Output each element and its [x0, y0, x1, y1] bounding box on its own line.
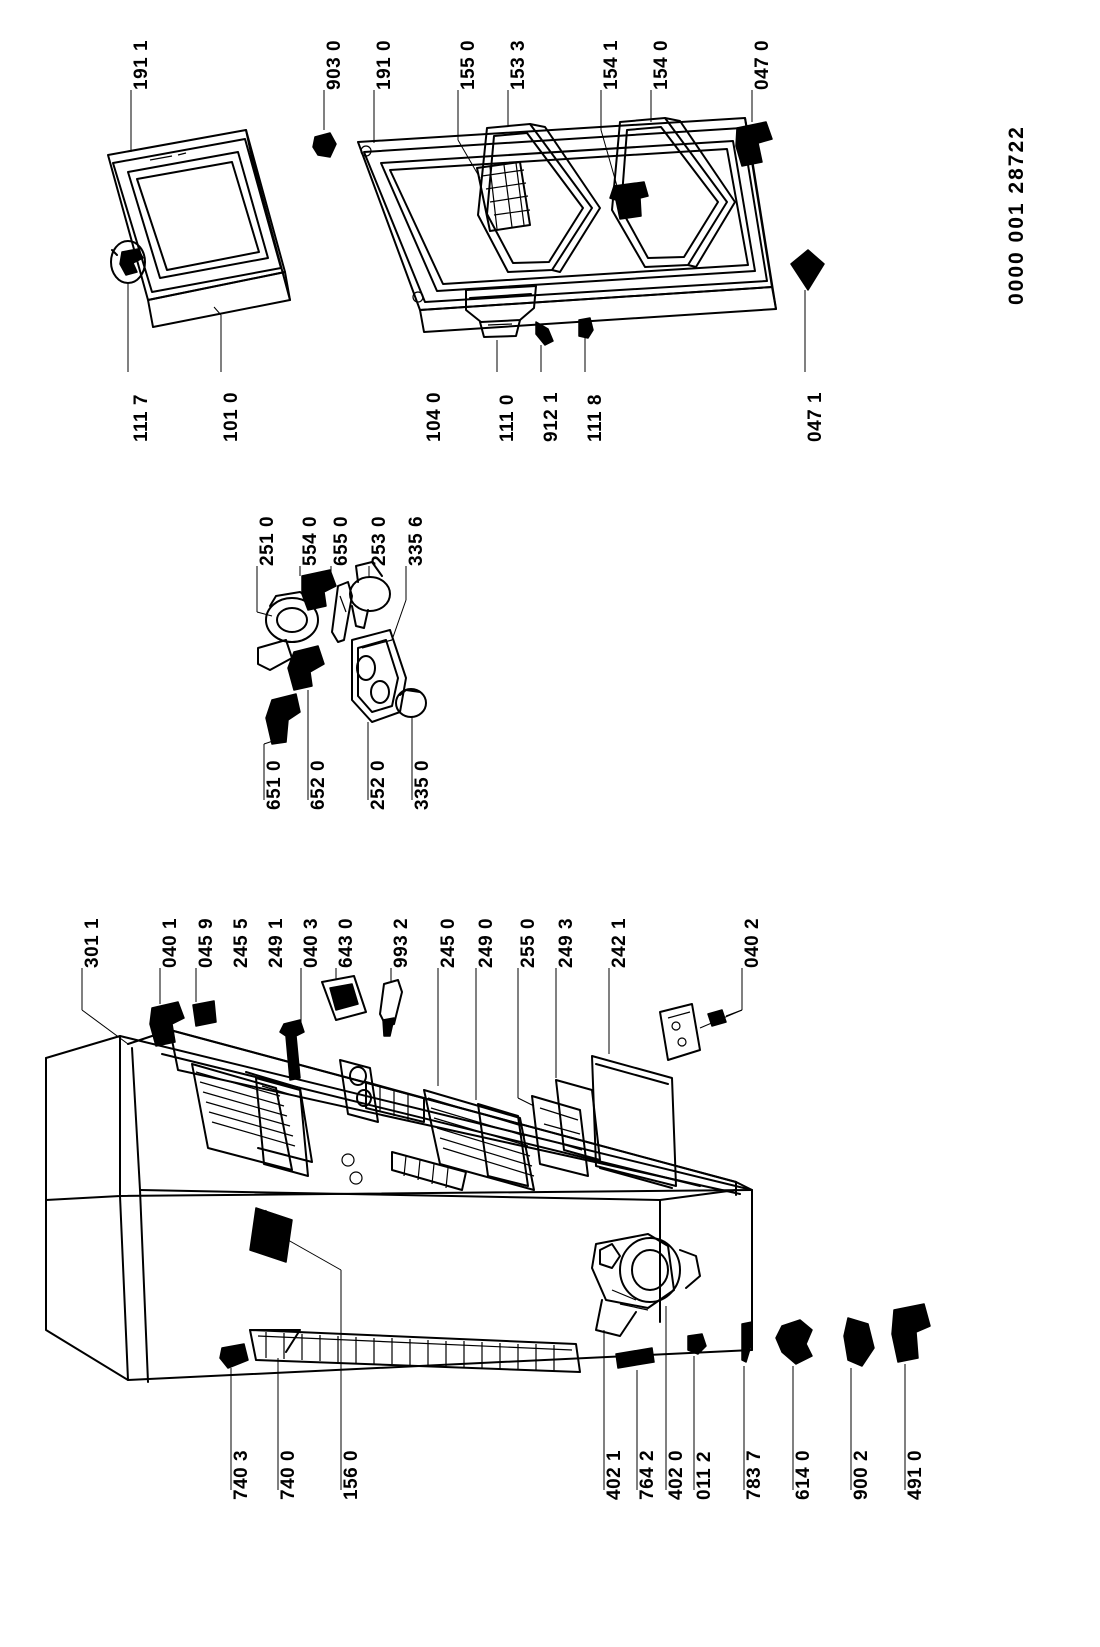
part-label-655-0: 655 0	[331, 515, 352, 566]
part-label-156-0: 156 0	[341, 1449, 362, 1500]
door-base-part	[466, 286, 536, 337]
part-label-554-0: 554 0	[300, 515, 321, 566]
part-label-900-2: 900 2	[851, 1449, 872, 1500]
part-label-402-0: 402 0	[666, 1449, 687, 1500]
part-label-111-7: 111 7	[131, 394, 152, 442]
screw-912-part	[536, 322, 553, 345]
part-label-614-0: 614 0	[793, 1449, 814, 1500]
part-label-242-1: 242 1	[609, 917, 630, 968]
part-label-153-3: 153 3	[508, 39, 529, 90]
part-label-154-0: 154 0	[651, 39, 672, 90]
part-label-491-0: 491 0	[905, 1449, 926, 1500]
part-label-047-0: 047 0	[752, 39, 773, 90]
part-label-912-1: 912 1	[541, 391, 562, 442]
part-label-154-1: 154 1	[601, 39, 622, 90]
part-label-253-0: 253 0	[369, 515, 390, 566]
part-label-245-0: 245 0	[438, 917, 459, 968]
part-label-249-0: 249 0	[476, 917, 497, 968]
door-shelf-right-part	[610, 118, 735, 267]
part-label-155-0: 155 0	[458, 39, 479, 90]
part-label-249-3: 249 3	[556, 917, 577, 968]
part-label-104-0: 104 0	[424, 391, 445, 442]
hinge-047-0-part	[736, 122, 772, 166]
part-label-101-0: 101 0	[221, 391, 242, 442]
cabinet-assembly-art	[46, 968, 930, 1490]
part-label-335-6: 335 6	[406, 515, 427, 566]
part-label-652-0: 652 0	[308, 759, 329, 810]
part-label-993-2: 993 2	[391, 917, 412, 968]
part-label-191-0: 191 0	[374, 39, 395, 90]
part-label-764-2: 764 2	[637, 1449, 658, 1500]
part-label-301-1: 301 1	[82, 917, 103, 968]
part-label-040-3: 040 3	[301, 917, 322, 968]
part-label-740-0: 740 0	[278, 1449, 299, 1500]
part-label-011-2: 011 2	[694, 1451, 715, 1500]
clip-903-part	[313, 133, 336, 157]
part-label-249-1: 249 1	[266, 917, 287, 968]
part-label-111-0: 111 0	[497, 394, 518, 442]
door-handle-part	[111, 241, 145, 283]
document-id: 0000 001 28722	[1005, 125, 1028, 305]
part-label-335-0: 335 0	[412, 759, 433, 810]
part-label-740-3: 740 3	[231, 1449, 252, 1500]
part-label-255-0: 255 0	[518, 917, 539, 968]
part-label-047-1: 047 1	[805, 391, 826, 442]
part-label-252-0: 252 0	[368, 759, 389, 810]
hinge-047-1-part	[791, 250, 824, 290]
door-shelf-part	[477, 124, 600, 272]
part-label-651-0: 651 0	[264, 759, 285, 810]
fridge-door-part	[358, 118, 776, 332]
part-label-245-5: 245 5	[231, 917, 252, 968]
part-label-251-0: 251 0	[257, 515, 278, 566]
part-label-040-1: 040 1	[160, 917, 181, 968]
part-label-191-1: 191 1	[131, 39, 152, 90]
plug-111-8-part	[579, 318, 593, 338]
part-label-402-1: 402 1	[604, 1449, 625, 1500]
part-label-783-7: 783 7	[744, 1449, 765, 1500]
part-label-643-0: 643 0	[336, 917, 357, 968]
freezer-door-part	[108, 130, 290, 327]
part-label-111-8: 111 8	[585, 394, 606, 442]
part-label-045-9: 045 9	[196, 917, 217, 968]
part-label-903-0: 903 0	[324, 39, 345, 90]
part-label-040-2: 040 2	[742, 917, 763, 968]
